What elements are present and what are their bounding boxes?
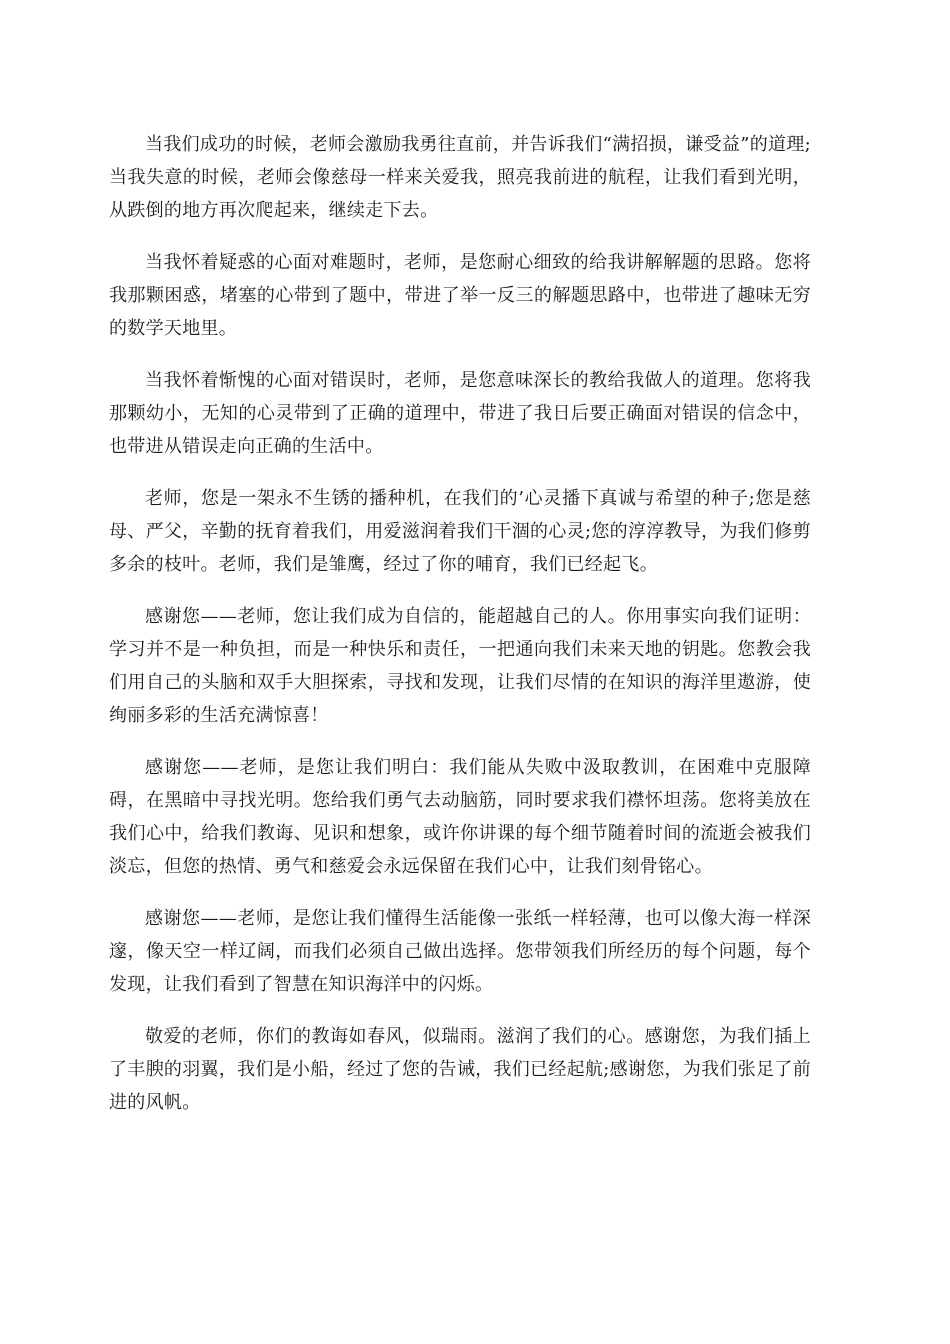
paragraph-5: 感谢您——老师，您让我们成为自信的，能超越自己的人。你用事实向我们证明：学习并不是一种负担，而是一种快乐和责任，一把通向我们未来天地的钥匙。您教会我们用自己的头脑和双手大胆探索，寻找和发现，让我们尽情的在知识的海洋里遨游，使绚丽多彩的生活充满惊喜！ (109, 606, 811, 726)
paragraph-2: 当我怀着疑惑的心面对难题时，老师，是您耐心细致的给我讲解解题的思路。您将我那颗困惑，堵塞的心带到了题中，带进了举一反三的解题思路中，也带进了趣味无穷的数学天地里。 (109, 252, 811, 339)
paragraph-3: 当我怀着惭愧的心面对错误时，老师，是您意味深长的教给我做人的道理。您将我那颗幼小，无知的心灵带到了正确的道理中，带进了我日后要正确面对错误的信念中，也带进从错误走向正确的生活中。 (109, 370, 811, 457)
paragraph-4: 老师，您是一架永不生锈的播种机，在我们的’心灵播下真诚与希望的种子;您是慈母、严父，辛勤的抚育着我们，用爱滋润着我们干涸的心灵;您的淳淳教导，为我们修剪多余的枝叶。老师，我们是雏鹰，经过了你的哺育，我们已经起飞。 (109, 488, 811, 575)
paragraph-6: 感谢您——老师，是您让我们明白：我们能从失败中汲取教训，在困难中克服障碍，在黑暗中寻找光明。您给我们勇气去动脑筋，同时要求我们襟怀坦荡。您将美放在我们心中，给我们教诲、见识和想象，或许你讲课的每个细节随着时间的流逝会被我们淡忘，但您的热情、勇气和慈爱会永远保留在我们心中，让我们刻骨铭心。 (109, 757, 811, 877)
document-body (109, 128, 811, 1138)
paragraph-1: 当我们成功的时候，老师会激励我勇往直前，并告诉我们“满招损，谦受益”的道理;当我失意的时候，老师会像慈母一样来关爱我，照亮我前进的航程，让我们看到光明，从跌倒的地方再次爬起来，继续走下去。 (109, 134, 811, 221)
paragraph-7: 感谢您——老师，是您让我们懂得生活能像一张纸一样轻薄，也可以像大海一样深邃，像天空一样辽阔，而我们必须自己做出选择。您带领我们所经历的每个问题，每个发现，让我们看到了智慧在知识海洋中的闪烁。 (109, 908, 811, 995)
paragraph-8: 敬爱的老师，你们的教诲如春风，似瑞雨。滋润了我们的心。感谢您，为我们插上了丰腴的羽翼，我们是小船，经过了您的告诫，我们已经起航;感谢您，为我们张足了前进的风帆。 (109, 1026, 811, 1113)
